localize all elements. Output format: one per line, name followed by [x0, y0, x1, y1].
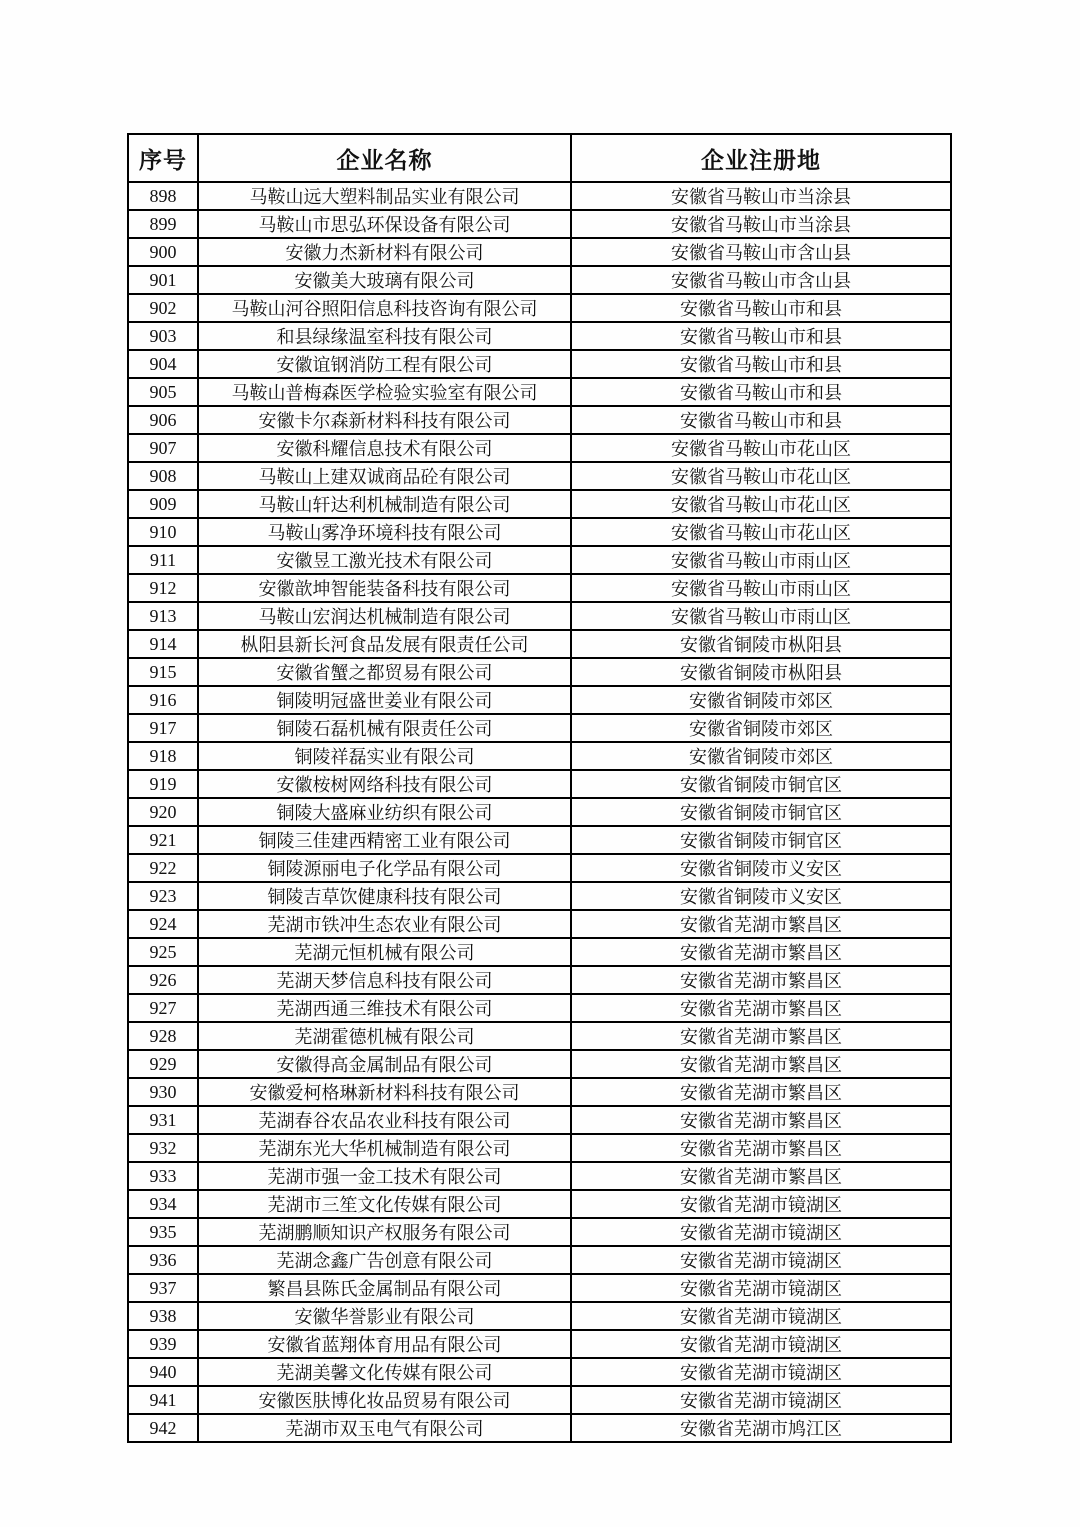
table-row — [128, 378, 951, 406]
table-row — [128, 854, 951, 882]
registration-location-cell: 安徽省马鞍山市含山县 — [571, 238, 951, 266]
table-row — [128, 322, 951, 350]
table-row — [128, 238, 951, 266]
company-name-cell: 芜湖西通三维技术有限公司 — [198, 994, 571, 1022]
company-name-cell: 铜陵石磊机械有限责任公司 — [198, 714, 571, 742]
company-name-cell: 芜湖市三笙文化传媒有限公司 — [198, 1190, 571, 1218]
registration-location-cell: 安徽省马鞍山市含山县 — [571, 266, 951, 294]
company-name-cell: 铜陵吉草饮健康科技有限公司 — [198, 882, 571, 910]
column-header-index: 序号 — [128, 134, 198, 182]
company-name-cell: 安徽得高金属制品有限公司 — [198, 1050, 571, 1078]
table-row — [128, 658, 951, 686]
registration-location-cell: 安徽省铜陵市郊区 — [571, 714, 951, 742]
company-name-cell: 安徽力杰新材料有限公司 — [198, 238, 571, 266]
table-row — [128, 518, 951, 546]
column-header-location: 企业注册地 — [571, 134, 951, 182]
company-name-cell: 芜湖春谷农品农业科技有限公司 — [198, 1106, 571, 1134]
row-index-cell: 921 — [128, 826, 198, 854]
table-header — [128, 134, 951, 182]
table-row — [128, 1358, 951, 1386]
table-row — [128, 294, 951, 322]
registration-location-cell: 安徽省铜陵市郊区 — [571, 686, 951, 714]
row-index-cell: 900 — [128, 238, 198, 266]
row-index-cell: 912 — [128, 574, 198, 602]
registration-location-cell: 安徽省芜湖市繁昌区 — [571, 1022, 951, 1050]
row-index-cell: 941 — [128, 1386, 198, 1414]
company-name-cell: 安徽桉树网络科技有限公司 — [198, 770, 571, 798]
row-index-cell: 925 — [128, 938, 198, 966]
row-index-cell: 902 — [128, 294, 198, 322]
table-row — [128, 1050, 951, 1078]
row-index-cell: 915 — [128, 658, 198, 686]
registration-location-cell: 安徽省马鞍山市和县 — [571, 406, 951, 434]
row-index-cell: 924 — [128, 910, 198, 938]
registration-location-cell: 安徽省芜湖市镜湖区 — [571, 1218, 951, 1246]
table-row — [128, 1414, 951, 1442]
registration-location-cell: 安徽省马鞍山市花山区 — [571, 434, 951, 462]
registration-location-cell: 安徽省铜陵市郊区 — [571, 742, 951, 770]
company-name-cell: 马鞍山上建双诚商品砼有限公司 — [198, 462, 571, 490]
registration-location-cell: 安徽省芜湖市繁昌区 — [571, 938, 951, 966]
company-name-cell: 马鞍山普梅森医学检验实验室有限公司 — [198, 378, 571, 406]
registration-location-cell: 安徽省马鞍山市雨山区 — [571, 602, 951, 630]
row-index-cell: 928 — [128, 1022, 198, 1050]
company-name-cell: 芜湖东光大华机械制造有限公司 — [198, 1134, 571, 1162]
company-name-cell: 安徽爱柯格琳新材料科技有限公司 — [198, 1078, 571, 1106]
company-registry-table — [127, 133, 952, 1443]
table-row — [128, 434, 951, 462]
row-index-cell: 938 — [128, 1302, 198, 1330]
company-name-cell: 安徽科耀信息技术有限公司 — [198, 434, 571, 462]
registration-location-cell: 安徽省铜陵市铜官区 — [571, 826, 951, 854]
table-row — [128, 910, 951, 938]
row-index-cell: 899 — [128, 210, 198, 238]
company-name-cell: 安徽谊钢消防工程有限公司 — [198, 350, 571, 378]
table-row — [128, 1022, 951, 1050]
row-index-cell: 940 — [128, 1358, 198, 1386]
company-name-cell: 芜湖市强一金工技术有限公司 — [198, 1162, 571, 1190]
company-name-cell: 芜湖天梦信息科技有限公司 — [198, 966, 571, 994]
column-header-name: 企业名称 — [198, 134, 571, 182]
registration-location-cell: 安徽省芜湖市镜湖区 — [571, 1302, 951, 1330]
row-index-cell: 937 — [128, 1274, 198, 1302]
table-row — [128, 406, 951, 434]
row-index-cell: 932 — [128, 1134, 198, 1162]
company-name-cell: 安徽省蓝翔体育用品有限公司 — [198, 1330, 571, 1358]
registration-location-cell: 安徽省马鞍山市和县 — [571, 322, 951, 350]
registration-location-cell: 安徽省铜陵市铜官区 — [571, 770, 951, 798]
company-name-cell: 安徽美大玻璃有限公司 — [198, 266, 571, 294]
row-index-cell: 908 — [128, 462, 198, 490]
registration-location-cell: 安徽省芜湖市镜湖区 — [571, 1358, 951, 1386]
company-name-cell: 芜湖元恒机械有限公司 — [198, 938, 571, 966]
registration-location-cell: 安徽省芜湖市繁昌区 — [571, 910, 951, 938]
company-name-cell: 枞阳县新长河食品发展有限责任公司 — [198, 630, 571, 658]
row-index-cell: 916 — [128, 686, 198, 714]
company-name-cell: 马鞍山轩达利机械制造有限公司 — [198, 490, 571, 518]
company-name-cell: 铜陵大盛麻业纺织有限公司 — [198, 798, 571, 826]
row-index-cell: 926 — [128, 966, 198, 994]
company-name-cell: 马鞍山雾净环境科技有限公司 — [198, 518, 571, 546]
row-index-cell: 911 — [128, 546, 198, 574]
registration-location-cell: 安徽省芜湖市镜湖区 — [571, 1330, 951, 1358]
table-row — [128, 266, 951, 294]
registration-location-cell: 安徽省马鞍山市和县 — [571, 294, 951, 322]
row-index-cell: 903 — [128, 322, 198, 350]
registration-location-cell: 安徽省芜湖市繁昌区 — [571, 966, 951, 994]
row-index-cell: 910 — [128, 518, 198, 546]
registration-location-cell: 安徽省芜湖市繁昌区 — [571, 1162, 951, 1190]
row-index-cell: 936 — [128, 1246, 198, 1274]
registration-location-cell: 安徽省马鞍山市和县 — [571, 350, 951, 378]
registration-location-cell: 安徽省马鞍山市花山区 — [571, 462, 951, 490]
row-index-cell: 942 — [128, 1414, 198, 1442]
table-row — [128, 490, 951, 518]
registration-location-cell: 安徽省马鞍山市雨山区 — [571, 574, 951, 602]
registration-location-cell: 安徽省芜湖市镜湖区 — [571, 1386, 951, 1414]
table-row — [128, 742, 951, 770]
company-name-cell: 马鞍山市思弘环保设备有限公司 — [198, 210, 571, 238]
table-row — [128, 1162, 951, 1190]
table-row — [128, 210, 951, 238]
row-index-cell: 905 — [128, 378, 198, 406]
company-name-cell: 铜陵源丽电子化学品有限公司 — [198, 854, 571, 882]
table-row — [128, 602, 951, 630]
row-index-cell: 922 — [128, 854, 198, 882]
company-name-cell: 繁昌县陈氏金属制品有限公司 — [198, 1274, 571, 1302]
registration-location-cell: 安徽省马鞍山市花山区 — [571, 490, 951, 518]
row-index-cell: 901 — [128, 266, 198, 294]
row-index-cell: 933 — [128, 1162, 198, 1190]
table-row — [128, 1386, 951, 1414]
row-index-cell: 934 — [128, 1190, 198, 1218]
company-name-cell: 铜陵明冠盛世姜业有限公司 — [198, 686, 571, 714]
registration-location-cell: 安徽省铜陵市铜官区 — [571, 798, 951, 826]
row-index-cell: 920 — [128, 798, 198, 826]
company-name-cell: 芜湖市双玉电气有限公司 — [198, 1414, 571, 1442]
row-index-cell: 923 — [128, 882, 198, 910]
table-row — [128, 1134, 951, 1162]
company-name-cell: 马鞍山河谷照阳信息科技咨询有限公司 — [198, 294, 571, 322]
company-name-cell: 芜湖念鑫广告创意有限公司 — [198, 1246, 571, 1274]
registration-location-cell: 安徽省马鞍山市花山区 — [571, 518, 951, 546]
table-row — [128, 1218, 951, 1246]
company-name-cell: 芜湖鹏顺知识产权服务有限公司 — [198, 1218, 571, 1246]
registration-location-cell: 安徽省铜陵市义安区 — [571, 854, 951, 882]
row-index-cell: 929 — [128, 1050, 198, 1078]
company-name-cell: 铜陵三佳建西精密工业有限公司 — [198, 826, 571, 854]
table-row — [128, 714, 951, 742]
registration-location-cell: 安徽省马鞍山市当涂县 — [571, 182, 951, 210]
table-row — [128, 798, 951, 826]
table-row — [128, 1106, 951, 1134]
table-row — [128, 350, 951, 378]
table-row — [128, 546, 951, 574]
row-index-cell: 919 — [128, 770, 198, 798]
table-row — [128, 1246, 951, 1274]
company-name-cell: 铜陵祥磊实业有限公司 — [198, 742, 571, 770]
company-name-cell: 芜湖美馨文化传媒有限公司 — [198, 1358, 571, 1386]
row-index-cell: 914 — [128, 630, 198, 658]
header-row — [128, 134, 951, 182]
table-row — [128, 882, 951, 910]
registration-location-cell: 安徽省芜湖市鸠江区 — [571, 1414, 951, 1442]
row-index-cell: 935 — [128, 1218, 198, 1246]
table-body — [128, 182, 951, 1442]
table-row — [128, 966, 951, 994]
row-index-cell: 898 — [128, 182, 198, 210]
registration-location-cell: 安徽省芜湖市镜湖区 — [571, 1274, 951, 1302]
company-name-cell: 芜湖市铁冲生态农业有限公司 — [198, 910, 571, 938]
registration-location-cell: 安徽省铜陵市义安区 — [571, 882, 951, 910]
company-name-cell: 马鞍山远大塑料制品实业有限公司 — [198, 182, 571, 210]
table-row — [128, 1330, 951, 1358]
table-row — [128, 1274, 951, 1302]
registration-location-cell: 安徽省马鞍山市雨山区 — [571, 546, 951, 574]
registration-location-cell: 安徽省芜湖市繁昌区 — [571, 1134, 951, 1162]
row-index-cell: 917 — [128, 714, 198, 742]
row-index-cell: 906 — [128, 406, 198, 434]
table-row — [128, 182, 951, 210]
registration-location-cell: 安徽省芜湖市繁昌区 — [571, 994, 951, 1022]
table-row — [128, 462, 951, 490]
table-row — [128, 994, 951, 1022]
registration-location-cell: 安徽省铜陵市枞阳县 — [571, 630, 951, 658]
company-name-cell: 安徽卡尔森新材料科技有限公司 — [198, 406, 571, 434]
registration-location-cell: 安徽省芜湖市镜湖区 — [571, 1246, 951, 1274]
registration-location-cell: 安徽省马鞍山市当涂县 — [571, 210, 951, 238]
company-name-cell: 马鞍山宏润达机械制造有限公司 — [198, 602, 571, 630]
table-row — [128, 826, 951, 854]
registration-location-cell: 安徽省芜湖市镜湖区 — [571, 1190, 951, 1218]
registration-location-cell: 安徽省芜湖市繁昌区 — [571, 1078, 951, 1106]
row-index-cell: 909 — [128, 490, 198, 518]
row-index-cell: 918 — [128, 742, 198, 770]
row-index-cell: 904 — [128, 350, 198, 378]
row-index-cell: 931 — [128, 1106, 198, 1134]
row-index-cell: 913 — [128, 602, 198, 630]
company-name-cell: 安徽昱工激光技术有限公司 — [198, 546, 571, 574]
table-row — [128, 938, 951, 966]
row-index-cell: 927 — [128, 994, 198, 1022]
table-row — [128, 686, 951, 714]
table-row — [128, 630, 951, 658]
registration-location-cell: 安徽省马鞍山市和县 — [571, 378, 951, 406]
registration-location-cell: 安徽省铜陵市枞阳县 — [571, 658, 951, 686]
row-index-cell: 939 — [128, 1330, 198, 1358]
table-row — [128, 1078, 951, 1106]
registration-location-cell: 安徽省芜湖市繁昌区 — [571, 1050, 951, 1078]
table-row — [128, 574, 951, 602]
table-row — [128, 770, 951, 798]
table-row — [128, 1302, 951, 1330]
company-name-cell: 芜湖霍德机械有限公司 — [198, 1022, 571, 1050]
row-index-cell: 930 — [128, 1078, 198, 1106]
company-name-cell: 安徽歆坤智能装备科技有限公司 — [198, 574, 571, 602]
table-row — [128, 1190, 951, 1218]
company-name-cell: 和县绿缘温室科技有限公司 — [198, 322, 571, 350]
company-name-cell: 安徽华誉影业有限公司 — [198, 1302, 571, 1330]
registration-location-cell: 安徽省芜湖市繁昌区 — [571, 1106, 951, 1134]
company-name-cell: 安徽省蟹之都贸易有限公司 — [198, 658, 571, 686]
company-name-cell: 安徽医肤博化妆品贸易有限公司 — [198, 1386, 571, 1414]
row-index-cell: 907 — [128, 434, 198, 462]
